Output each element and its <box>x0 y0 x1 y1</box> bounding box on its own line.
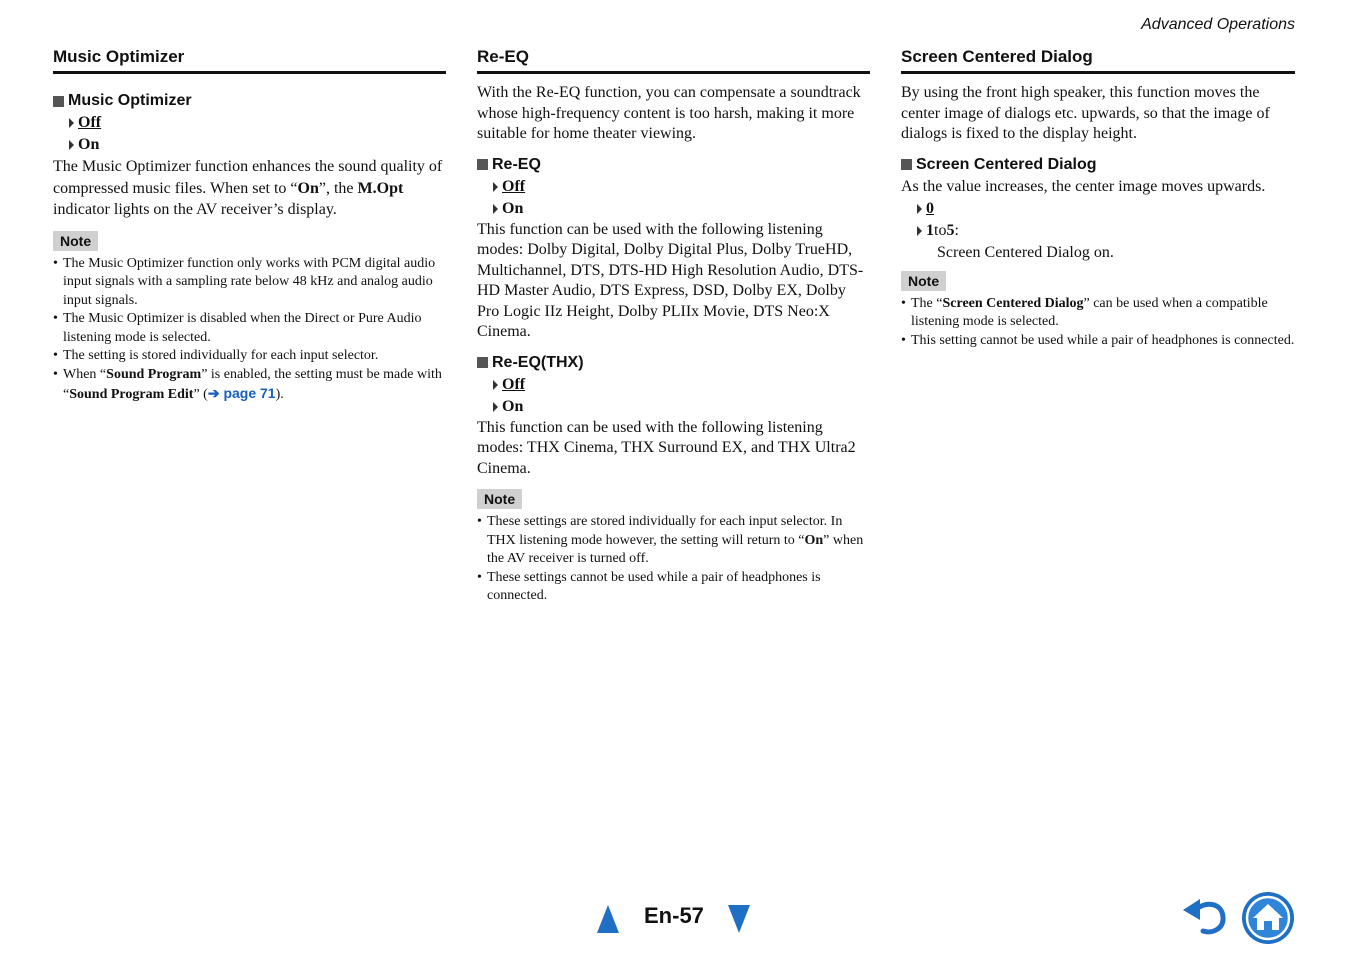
column-re-eq <box>477 46 870 606</box>
listening-modes-paragraph: This function can be used with the following listening modes: Dolby Digital, Dolby Digital Plus, Dolby TrueHD, Multichannel, DTS, DTS-HD High Resolution Audio, DTS-HD Master Audio, DTS Express, DSD, Dolby EX, Dolby Pro Logic IIz Height, Dolby PLIIx Movie, DTS Neo:X Cinema. <box>477 220 864 340</box>
subsection-title: Screen Centered Dialog <box>901 154 1295 176</box>
note-item: • These settings cannot be used while a pair of headphones is connected. <box>477 569 870 606</box>
square-bullet-icon <box>53 96 64 107</box>
note-item: • When “Sound Program” is enabled, the setting must be made with “Sound Program Edit” (➔ page 71). <box>53 366 446 405</box>
square-bullet-icon <box>901 159 912 170</box>
value-description: As the value increases, the center image moves upwards. <box>901 177 1266 195</box>
triangle-bullet-icon <box>493 380 498 390</box>
triangle-bullet-icon <box>917 204 922 214</box>
subsection-title: Re-EQ <box>477 154 870 176</box>
triangle-bullet-icon <box>917 226 922 236</box>
option-1-to-5: 1 to 5 : <box>901 220 1295 242</box>
note-label: Note <box>901 271 946 291</box>
option-off: Off <box>477 374 870 396</box>
page-71-link[interactable]: ➔ page 71 <box>207 385 276 401</box>
section-header: Advanced Operations <box>1141 16 1295 33</box>
notes-list <box>477 513 870 606</box>
note-item: • These settings are stored individually for each input selector. In THX listening mode however, the setting will return to “On” when the AV receiver is turned off. <box>477 513 870 569</box>
back-arrow-icon[interactable] <box>1182 896 1228 938</box>
subsection-title: Music Optimizer <box>53 90 446 112</box>
note-label: Note <box>53 231 98 251</box>
note-item: • The setting is stored individually for each input selector. <box>53 347 446 366</box>
notes-list <box>901 295 1295 351</box>
note-item: • The Music Optimizer is disabled when the Direct or Pure Audio listening mode is selected. <box>53 310 446 347</box>
subsection-title: Re-EQ(THX) <box>477 352 870 374</box>
home-icon[interactable] <box>1241 891 1295 945</box>
thx-modes-paragraph: This function can be used with the following listening modes: THX Cinema, THX Surround EX, and THX Ultra2 Cinema. <box>477 418 856 477</box>
triangle-bullet-icon <box>493 182 498 192</box>
square-bullet-icon <box>477 159 488 170</box>
section-title: Re-EQ <box>477 46 870 74</box>
option-on: On <box>53 134 446 156</box>
option-off: Off <box>53 112 446 134</box>
square-bullet-icon <box>477 357 488 368</box>
note-item: • The “Screen Centered Dialog” can be used when a compatible listening mode is selected. <box>901 295 1295 332</box>
page-number: En-57 <box>644 903 704 928</box>
option-description: Screen Centered Dialog on. <box>937 243 1114 261</box>
notes-list <box>53 255 446 405</box>
note-item: • This setting cannot be used while a pair of headphones is connected. <box>901 332 1295 351</box>
column-screen-centered-dialog <box>901 46 1295 350</box>
option-on: On <box>477 198 870 220</box>
intro-paragraph: With the Re-EQ function, you can compensate a soundtrack whose high-frequency content is too harsh, making it more suitable for home theater viewing. <box>477 84 861 142</box>
triangle-bullet-icon <box>493 204 498 214</box>
section-title: Screen Centered Dialog <box>901 46 1295 74</box>
triangle-bullet-icon <box>69 118 74 128</box>
triangle-bullet-icon <box>493 402 498 412</box>
previous-page-arrow-icon[interactable] <box>596 905 620 933</box>
intro-paragraph: By using the front high speaker, this function moves the center image of dialogs etc. upwards, so that the image of dialogs is fixed to the display height. <box>901 84 1270 142</box>
option-0: 0 <box>901 198 1295 220</box>
description-paragraph: The Music Optimizer function enhances the sound quality of compressed music files. When set to “On”, the M.Opt indicator lights on the AV receiver’s display. <box>53 158 443 218</box>
note-label: Note <box>477 489 522 509</box>
column-music-optimizer <box>53 46 446 405</box>
triangle-bullet-icon <box>69 140 74 150</box>
option-off: Off <box>477 176 870 198</box>
section-title: Music Optimizer <box>53 46 446 74</box>
option-on: On <box>477 396 870 418</box>
next-page-arrow-icon[interactable] <box>727 905 751 933</box>
note-item: • The Music Optimizer function only works with PCM digital audio input signals with a sampling rate below 48 kHz and analog audio input signals. <box>53 255 446 311</box>
